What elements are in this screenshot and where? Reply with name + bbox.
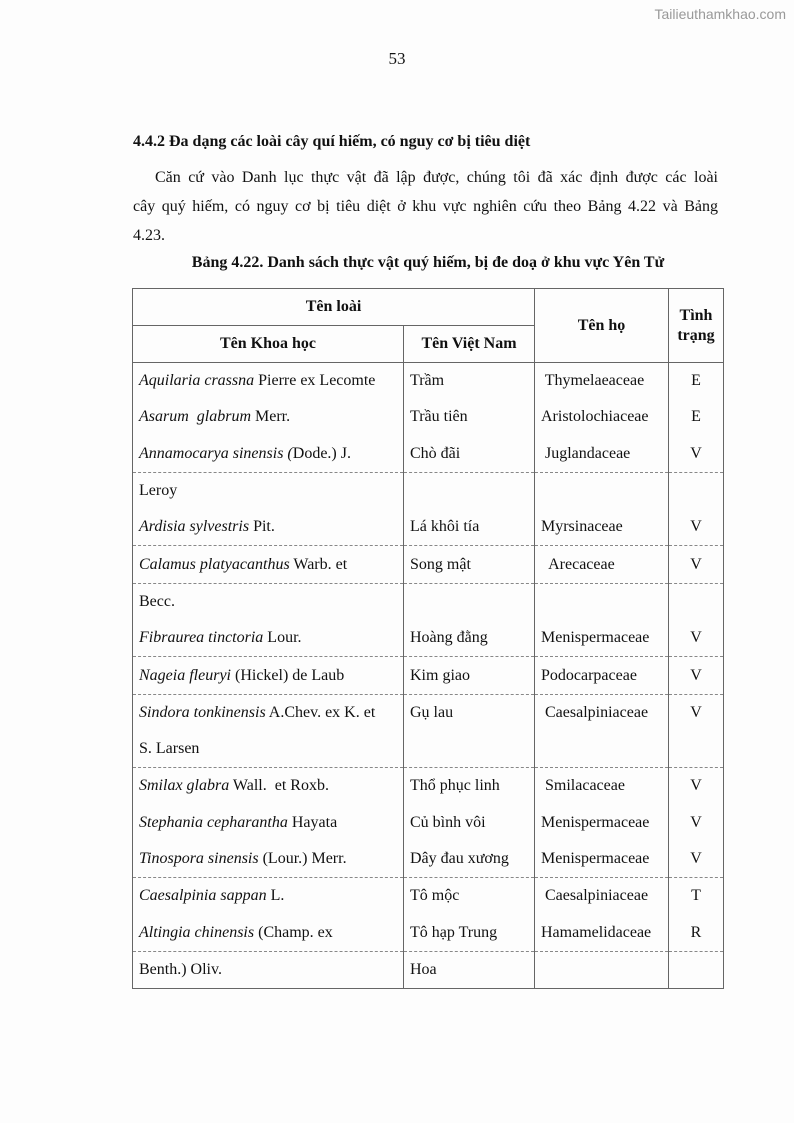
scientific-name: Smilax glabra bbox=[139, 777, 230, 795]
vietnamese-name: Trầu tiên bbox=[404, 399, 535, 435]
scientific-name: Ardisia sylvestris bbox=[139, 518, 250, 536]
status-code: T bbox=[669, 878, 724, 915]
scientific-name-cell bbox=[133, 399, 404, 435]
paragraph-line: Căn cứ vào Danh lục thực vật đã lập được, chúng tôi đã xác định được các loài bbox=[155, 169, 718, 186]
table-row bbox=[133, 436, 724, 473]
author-name: Dode.) J. bbox=[292, 444, 351, 462]
table-row bbox=[133, 768, 724, 805]
status-code bbox=[669, 731, 724, 768]
vietnamese-name: Kim giao bbox=[404, 657, 535, 694]
watermark: Tailieuthamkhao.com bbox=[654, 6, 786, 22]
scientific-name: Altingia chinensis bbox=[139, 923, 255, 941]
author-name: (Hickel) de Laub bbox=[230, 666, 345, 684]
header-status-line2: trạng bbox=[677, 326, 715, 344]
page-number: 53 bbox=[388, 49, 406, 68]
section-heading: 4.4.2 Đa dạng các loài cây quí hiếm, có nguy cơ bị tiêu diệt bbox=[133, 133, 531, 150]
scientific-name: Calamus platyacanthus bbox=[139, 555, 290, 573]
author-name: S. Larsen bbox=[139, 740, 200, 758]
species-table bbox=[132, 288, 724, 989]
family-name: Podocarpaceae bbox=[535, 657, 669, 694]
vietnamese-name: Trầm bbox=[404, 363, 535, 400]
vietnamese-name: Hoa bbox=[404, 951, 535, 988]
scientific-name: Fibraurea tinctoria bbox=[139, 629, 264, 647]
header-family: Tên họ bbox=[535, 289, 669, 363]
table-row bbox=[133, 472, 724, 509]
status-code: V bbox=[669, 841, 724, 878]
header-scientific: Tên Khoa học bbox=[133, 326, 404, 363]
status-code bbox=[669, 583, 724, 620]
scientific-name-cell bbox=[133, 768, 404, 805]
author-name: Hayata bbox=[287, 813, 338, 831]
status-code: V bbox=[669, 805, 724, 841]
scientific-name-cell bbox=[133, 951, 404, 988]
family-name: Arecaceae bbox=[535, 546, 669, 583]
scientific-name-cell bbox=[133, 731, 404, 768]
scientific-name: Caesalpinia sappan bbox=[139, 887, 267, 905]
status-code: V bbox=[669, 509, 724, 546]
status-code: E bbox=[669, 363, 724, 400]
vietnamese-name: Song mật bbox=[404, 546, 535, 583]
table-row bbox=[133, 805, 724, 841]
status-code bbox=[669, 472, 724, 509]
vietnamese-name: Chò đãi bbox=[404, 436, 535, 473]
status-code: E bbox=[669, 399, 724, 435]
family-name: Juglandaceae bbox=[535, 436, 669, 473]
family-name: Aristolochiaceae bbox=[535, 399, 669, 435]
family-name bbox=[535, 583, 669, 620]
vietnamese-name: Củ bình vôi bbox=[404, 805, 535, 841]
table-row bbox=[133, 399, 724, 435]
header-vietnamese: Tên Việt Nam bbox=[404, 326, 535, 363]
status-code: V bbox=[669, 436, 724, 473]
vietnamese-name: Lá khôi tía bbox=[404, 509, 535, 546]
table-caption: Bảng 4.22. Danh sách thực vật quý hiếm, bị đe doạ ở khu vực Yên Tử bbox=[191, 254, 665, 271]
vietnamese-name: Hoàng đằng bbox=[404, 620, 535, 657]
table-row bbox=[133, 731, 724, 768]
table-row bbox=[133, 620, 724, 657]
table-row bbox=[133, 694, 724, 731]
status-code: V bbox=[669, 768, 724, 805]
author-name: Benth.) Oliv. bbox=[139, 960, 222, 978]
scientific-name: Stephania cepharantha bbox=[139, 813, 288, 831]
author-name: (Lour.) Merr. bbox=[258, 850, 347, 867]
table-row bbox=[133, 509, 724, 546]
scientific-name-cell bbox=[133, 878, 404, 915]
vietnamese-name: Gụ lau bbox=[404, 694, 535, 731]
scientific-name: Tinospora sinensis bbox=[139, 850, 259, 867]
family-name: Caesalpiniaceae bbox=[535, 694, 669, 731]
scientific-name-cell bbox=[133, 620, 404, 657]
scientific-name-cell bbox=[133, 363, 404, 400]
author-name: Becc. bbox=[139, 592, 175, 610]
header-status bbox=[669, 289, 724, 363]
family-name: Menispermaceae bbox=[535, 620, 669, 657]
family-name: Menispermaceae bbox=[535, 805, 669, 841]
table-row bbox=[133, 583, 724, 620]
author-name: (Champ. ex bbox=[254, 923, 333, 941]
author-name: A.Chev. ex K. et bbox=[265, 703, 376, 721]
paragraph-line: 4.23. bbox=[133, 227, 165, 244]
scientific-name-cell bbox=[133, 546, 404, 583]
scientific-name-cell bbox=[133, 694, 404, 731]
status-code: V bbox=[669, 694, 724, 731]
family-name: Hamamelidaceae bbox=[535, 914, 669, 951]
family-name: Caesalpiniaceae bbox=[535, 878, 669, 915]
scientific-name: Sindora tonkinensis bbox=[139, 703, 266, 721]
family-name: Thymelaeaceae bbox=[535, 363, 669, 400]
table-row bbox=[133, 657, 724, 694]
author-name: Pierre ex Lecomte bbox=[254, 372, 376, 390]
vietnamese-name: Dây đau xương bbox=[404, 841, 535, 878]
table-row bbox=[133, 546, 724, 583]
scientific-name-cell bbox=[133, 472, 404, 509]
scientific-name-cell bbox=[133, 583, 404, 620]
scientific-name-cell bbox=[133, 841, 404, 878]
family-name bbox=[535, 472, 669, 509]
author-name: L. bbox=[266, 887, 285, 905]
vietnamese-name: Tô mộc bbox=[404, 878, 535, 915]
scientific-name-cell bbox=[133, 509, 404, 546]
intro-paragraph bbox=[133, 163, 718, 250]
table-row bbox=[133, 878, 724, 915]
scientific-name-cell bbox=[133, 657, 404, 694]
table-row bbox=[133, 951, 724, 988]
vietnamese-name: Thổ phục linh bbox=[404, 768, 535, 805]
table-row bbox=[133, 363, 724, 400]
vietnamese-name bbox=[404, 472, 535, 509]
scientific-name-cell bbox=[133, 805, 404, 841]
author-name: Lour. bbox=[263, 629, 302, 647]
status-code: V bbox=[669, 546, 724, 583]
family-name bbox=[535, 731, 669, 768]
scientific-name-cell bbox=[133, 914, 404, 951]
status-code bbox=[669, 951, 724, 988]
family-name: Menispermaceae bbox=[535, 841, 669, 878]
table-row bbox=[133, 841, 724, 878]
header-status-line1: Tình bbox=[679, 306, 713, 324]
author-name: Leroy bbox=[139, 482, 178, 500]
status-code: R bbox=[669, 914, 724, 951]
author-name: Wall. et Roxb. bbox=[229, 777, 329, 795]
table-row bbox=[133, 914, 724, 951]
scientific-name: Asarum glabrum bbox=[139, 408, 252, 426]
scientific-name: Annamocarya sinensis ( bbox=[139, 444, 293, 462]
scientific-name: Nageia fleuryi bbox=[139, 666, 231, 684]
scientific-name-cell bbox=[133, 436, 404, 473]
vietnamese-name bbox=[404, 731, 535, 768]
family-name: Myrsinaceae bbox=[535, 509, 669, 546]
author-name: Warb. et bbox=[289, 555, 348, 573]
author-name: Pit. bbox=[249, 518, 275, 536]
author-name: Merr. bbox=[251, 408, 291, 426]
family-name bbox=[535, 951, 669, 988]
scientific-name: Aquilaria crassna bbox=[139, 372, 255, 390]
status-code: V bbox=[669, 657, 724, 694]
header-species: Tên loài bbox=[133, 289, 535, 326]
paragraph-line: cây quý hiếm, có nguy cơ bị tiêu diệt ở khu vực nghiên cứu theo Bảng 4.22 và Bảng bbox=[133, 198, 718, 215]
vietnamese-name bbox=[404, 583, 535, 620]
status-code: V bbox=[669, 620, 724, 657]
family-name: Smilacaceae bbox=[535, 768, 669, 805]
vietnamese-name: Tô hạp Trung bbox=[404, 914, 535, 951]
